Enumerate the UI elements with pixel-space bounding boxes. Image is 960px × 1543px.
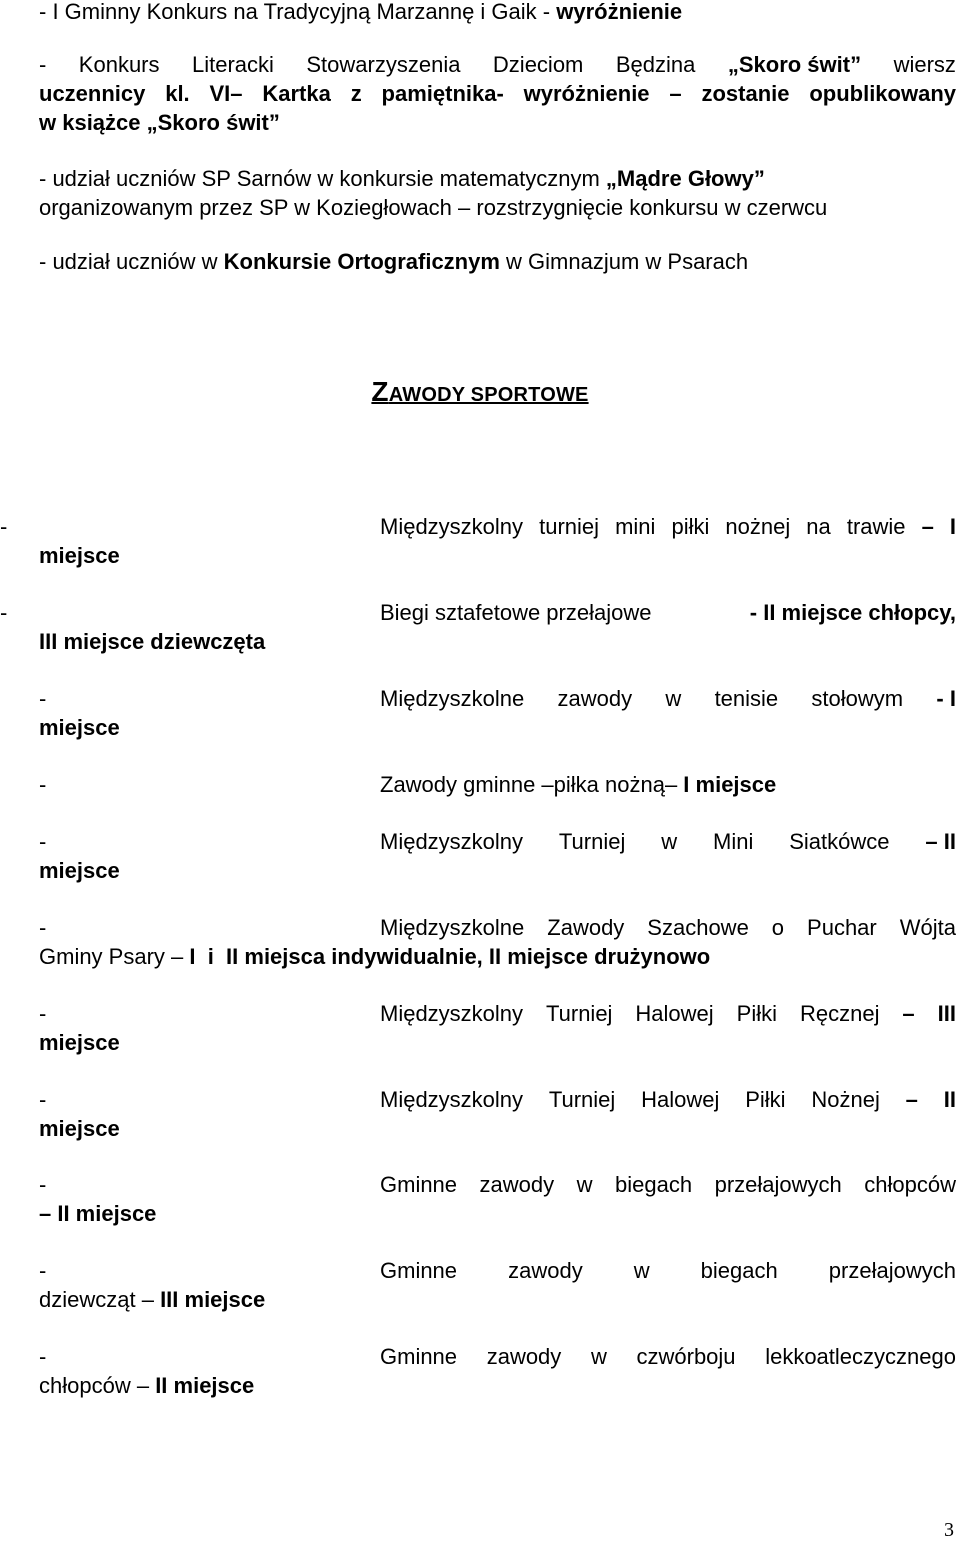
text-span: Piłki <box>745 1087 786 1112</box>
text-span: Literacki <box>191 52 274 77</box>
text-span: – <box>905 1087 918 1112</box>
text-span: Konkurs <box>78 52 160 77</box>
text-span: - I <box>936 686 956 711</box>
text-span: Międzyszkolne <box>380 915 525 940</box>
text-span: Siatkówce <box>789 829 890 854</box>
item-dash: - <box>39 915 47 940</box>
text-span: II <box>943 1087 956 1112</box>
text-span: AWODY SPORTOWE <box>388 384 589 406</box>
item-dash: - <box>39 1087 47 1112</box>
text-span: Wójta <box>899 915 956 940</box>
text-span: chłopców <box>864 1172 956 1197</box>
sport-item-cont <box>39 942 710 971</box>
text-span: I i II miejsca indywidualnie, II miejsce drużynowo <box>189 944 711 969</box>
text-span: - udział uczniów SP Sarnów w konkursie matematycznym <box>39 166 606 191</box>
text-span: – <box>902 1001 915 1026</box>
sport-item-line <box>380 598 956 627</box>
sport-item-line <box>380 1085 956 1114</box>
text-span: dziewcząt – <box>39 1287 161 1312</box>
text-span: przełajowych <box>714 1172 842 1197</box>
text-span: Biegi sztafetowe przełajowe <box>380 600 652 625</box>
text-span: wiersz <box>893 52 956 77</box>
text-span: – II <box>925 829 956 854</box>
text-span: Puchar <box>807 915 877 940</box>
text-span: Gminne <box>380 1344 458 1369</box>
text-span: - udział uczniów w <box>39 249 224 274</box>
text-span: turniej <box>539 514 600 539</box>
page-number: 3 <box>944 1519 954 1541</box>
text-span: I <box>949 514 956 539</box>
text-span: Ręcznej <box>799 1001 880 1026</box>
text-span: Z <box>371 376 389 407</box>
text-span: - II miejsce chłopcy, <box>749 600 956 625</box>
text-span: Będzina <box>615 52 696 77</box>
text-span: III miejsce dziewczęta <box>39 629 266 654</box>
text-span: III miejsce <box>160 1287 266 1312</box>
text-span: w <box>665 686 682 711</box>
list-item-line <box>39 108 280 137</box>
text-span: miejsce <box>39 543 120 568</box>
text-span: zawody <box>486 1344 562 1369</box>
list-item-line <box>39 164 765 193</box>
text-span: III <box>937 1001 956 1026</box>
section-heading <box>0 377 960 410</box>
sport-item-cont <box>39 627 265 656</box>
sport-item-line <box>380 1256 956 1285</box>
list-item-line <box>39 193 827 222</box>
text-span: w <box>576 1172 593 1197</box>
text-span: Szachowe <box>647 915 749 940</box>
text-span: uczennicy kl. VI– Kartka z pamiętnika- wyróżnienie – zostanie opublikowany <box>39 81 956 106</box>
sport-item-cont <box>39 541 120 570</box>
sport-item-line <box>380 512 956 541</box>
text-span: zawody <box>508 1258 583 1283</box>
item-dash: - <box>39 1258 47 1283</box>
sport-item-cont <box>39 856 120 885</box>
text-span: zawody <box>557 686 633 711</box>
text-span: w <box>590 1344 607 1369</box>
item-dash: - <box>0 514 8 539</box>
text-span: Międzyszkolny <box>380 829 524 854</box>
text-span: Turniej <box>548 1087 616 1112</box>
text-span: w książce „Skoro świt” <box>39 110 280 135</box>
sport-item-line <box>380 1342 956 1371</box>
item-dash: - <box>39 1172 47 1197</box>
text-span: „Skoro świt” <box>727 52 862 77</box>
sport-item-cont <box>39 1285 265 1314</box>
item-dash: - <box>39 772 47 797</box>
text-span: miejsce <box>39 715 120 740</box>
list-item-line <box>39 50 956 79</box>
item-dash: - <box>39 0 53 24</box>
text-span: Halowej <box>635 1001 714 1026</box>
item-dash: - <box>0 600 8 625</box>
text-span: miejsce <box>39 1030 120 1055</box>
item-dash: - <box>39 686 47 711</box>
text-span: I miejsce <box>683 772 777 797</box>
list-item <box>39 247 748 276</box>
sport-item-line <box>380 999 956 1028</box>
text-span: trawie <box>846 514 906 539</box>
text-span: – <box>921 514 934 539</box>
text-span: biegach <box>615 1172 693 1197</box>
text-span: chłopców – <box>39 1373 156 1398</box>
text-span: Turniej <box>546 1001 613 1026</box>
sport-item-cont <box>39 1028 120 1057</box>
text-span: Nożnej <box>811 1087 880 1112</box>
text-span: miejsce <box>39 1116 120 1141</box>
text-span: Gminne <box>380 1258 458 1283</box>
text-span: Gminy Psary – <box>39 944 190 969</box>
text-span: Dzieciom <box>492 52 584 77</box>
text-span: „Mądre Głowy” <box>605 166 765 191</box>
list-item <box>39 0 682 26</box>
sport-item-line <box>380 684 956 713</box>
text-span: Stowarzyszenia <box>306 52 461 77</box>
text-span: – II miejsce <box>39 1201 157 1226</box>
text-span: Halowej <box>641 1087 720 1112</box>
sport-item-line <box>380 827 956 856</box>
text-span: tenisie <box>714 686 779 711</box>
text-span: organizowanym przez SP w Koziegłowach – rozstrzygnięcie konkursu w czerwcu <box>39 195 828 220</box>
item-dash: - <box>39 829 47 854</box>
text-span: stołowym <box>811 686 904 711</box>
text-span: przełajowych <box>828 1258 956 1283</box>
text-span: miejsce <box>39 858 120 883</box>
sport-item-cont <box>39 1114 120 1143</box>
text-span: Turniej <box>558 829 626 854</box>
text-span: - <box>39 52 47 77</box>
text-span: Piłki <box>736 1001 777 1026</box>
text-span: piłki <box>671 514 710 539</box>
sport-item-cont <box>39 1199 156 1228</box>
text-span: na <box>806 514 831 539</box>
list-item-line <box>39 79 956 108</box>
text-span: lekkoatleczycznego <box>765 1344 956 1369</box>
sport-item-cont <box>39 713 120 742</box>
text-span: II miejsce <box>155 1373 255 1398</box>
text-span: Zawody <box>547 915 625 940</box>
item-text: I Gminny Konkurs na Tradycyjną Marzannę i Gaik - <box>52 0 557 24</box>
text-span: w <box>633 1258 650 1283</box>
text-span: Gminne <box>380 1172 458 1197</box>
text-span: zawody <box>479 1172 555 1197</box>
text-span: czwórboju <box>636 1344 736 1369</box>
item-dash: - <box>39 1344 47 1369</box>
text-span: Międzyszkolny <box>380 1087 524 1112</box>
text-span: Międzyszkolny <box>380 1001 524 1026</box>
sport-item-cont <box>39 1371 254 1400</box>
text-span: w Gimnazjum w Psarach <box>499 249 749 274</box>
text-span: o <box>771 915 785 940</box>
text-span: Zawody gminne –piłka nożną– <box>380 772 684 797</box>
text-span: w <box>661 829 678 854</box>
text-span: Konkursie Ortograficznym <box>223 249 500 274</box>
sport-item-line <box>380 913 956 942</box>
sport-item-line <box>380 1170 956 1199</box>
text-span: biegach <box>700 1258 778 1283</box>
text-span: mini <box>615 514 656 539</box>
item-award: wyróżnienie <box>556 0 683 24</box>
text-span: Międzyszkolny <box>380 514 524 539</box>
text-span: Międzyszkolne <box>380 686 525 711</box>
sport-item-line <box>380 770 956 799</box>
text-span: Mini <box>713 829 754 854</box>
text-span: nożnej <box>725 514 791 539</box>
item-dash: - <box>39 1001 47 1026</box>
